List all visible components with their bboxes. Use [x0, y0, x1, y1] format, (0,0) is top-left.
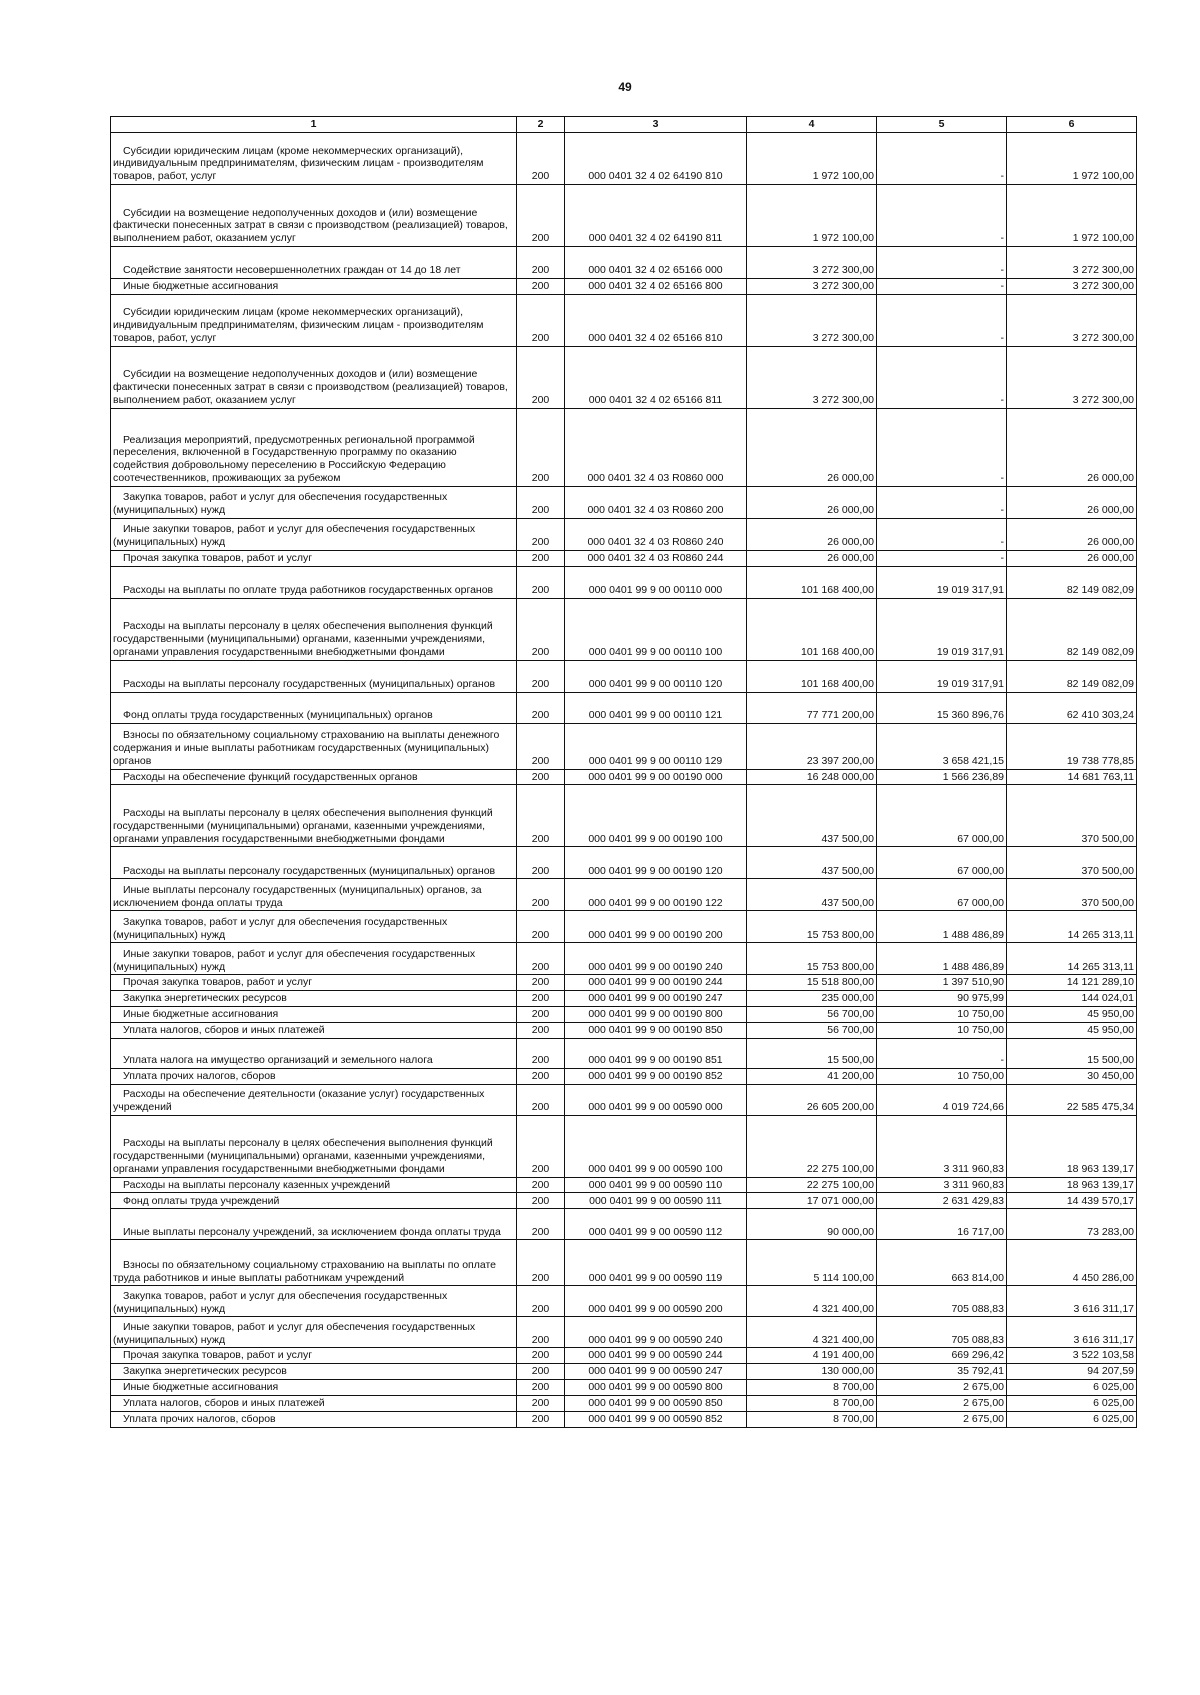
- table-row: [111, 660, 1137, 692]
- row-kbk-code: 000 0401 99 9 00 00190 100: [565, 785, 747, 847]
- row-code: 200: [517, 247, 565, 279]
- row-code: 200: [517, 346, 565, 408]
- column-header-3: 3: [565, 117, 747, 133]
- row-executed-amount: 2 675,00: [877, 1395, 1007, 1411]
- row-unexecuted-amount: 82 149 082,09: [1007, 598, 1137, 660]
- column-header-5: 5: [877, 117, 1007, 133]
- row-executed-amount: 705 088,83: [877, 1286, 1007, 1317]
- row-executed-amount: 1 397 510,90: [877, 975, 1007, 991]
- table-row: [111, 566, 1137, 598]
- row-unexecuted-amount: 45 950,00: [1007, 1006, 1137, 1022]
- row-unexecuted-amount: 3 522 103,58: [1007, 1348, 1137, 1364]
- table-row: [111, 847, 1137, 879]
- row-approved-amount: 15 518 800,00: [747, 975, 877, 991]
- row-unexecuted-amount: 3 272 300,00: [1007, 279, 1137, 295]
- row-code: 200: [517, 660, 565, 692]
- table-row: [111, 133, 1137, 185]
- row-unexecuted-amount: 62 410 303,24: [1007, 692, 1137, 723]
- row-code: 200: [517, 133, 565, 185]
- row-name: Иные закупки товаров, работ и услуг для обеспечения государственных (муниципальных) нужд: [111, 1317, 517, 1348]
- row-code: 200: [517, 1317, 565, 1348]
- row-unexecuted-amount: 15 500,00: [1007, 1038, 1137, 1068]
- row-executed-amount: 3 311 960,83: [877, 1115, 1007, 1177]
- row-unexecuted-amount: 45 950,00: [1007, 1022, 1137, 1038]
- row-kbk-code: 000 0401 99 9 00 00590 200: [565, 1286, 747, 1317]
- row-name: Расходы на выплаты персоналу в целях обеспечения выполнения функций государственными (муниципальными) органами, казенными учреждениями, органами управления государственными внебюджетными фондами: [111, 1115, 517, 1177]
- row-unexecuted-amount: 6 025,00: [1007, 1411, 1137, 1427]
- row-executed-amount: 10 750,00: [877, 1006, 1007, 1022]
- table-row: [111, 1022, 1137, 1038]
- table-row: [111, 1364, 1137, 1380]
- row-executed-amount: 2 675,00: [877, 1379, 1007, 1395]
- row-code: 200: [517, 943, 565, 975]
- row-name: Иные выплаты персоналу государственных (муниципальных) органов, за исключением фонда оплаты труда: [111, 879, 517, 911]
- row-approved-amount: 101 168 400,00: [747, 598, 877, 660]
- row-kbk-code: 000 0401 99 9 00 00190 852: [565, 1068, 747, 1084]
- row-name: Расходы на выплаты персоналу казенных учреждений: [111, 1177, 517, 1193]
- table-row: [111, 785, 1137, 847]
- row-name: Реализация мероприятий, предусмотренных региональной программой переселения, включенной в Государственную программу по оказанию содействия добровольному переселению в Российскую Федерацию соотечественников, проживающих за рубежом: [111, 408, 517, 486]
- row-unexecuted-amount: 3 272 300,00: [1007, 247, 1137, 279]
- row-kbk-code: 000 0401 99 9 00 00110 120: [565, 660, 747, 692]
- row-kbk-code: 000 0401 99 9 00 00590 000: [565, 1084, 747, 1115]
- row-kbk-code: 000 0401 99 9 00 00190 244: [565, 975, 747, 991]
- row-executed-amount: 1 566 236,89: [877, 769, 1007, 785]
- row-approved-amount: 437 500,00: [747, 785, 877, 847]
- row-approved-amount: 437 500,00: [747, 879, 877, 911]
- row-approved-amount: 3 272 300,00: [747, 247, 877, 279]
- table-row: [111, 1006, 1137, 1022]
- page-number: 49: [618, 80, 632, 94]
- column-header-4: 4: [747, 117, 877, 133]
- column-header-6: 6: [1007, 117, 1137, 133]
- row-code: 200: [517, 975, 565, 991]
- row-kbk-code: 000 0401 99 9 00 00590 112: [565, 1209, 747, 1240]
- row-unexecuted-amount: 3 272 300,00: [1007, 346, 1137, 408]
- row-code: 200: [517, 185, 565, 247]
- row-approved-amount: 3 272 300,00: [747, 294, 877, 346]
- row-kbk-code: 000 0401 99 9 00 00590 119: [565, 1240, 747, 1286]
- row-kbk-code: 000 0401 99 9 00 00190 240: [565, 943, 747, 975]
- row-approved-amount: 130 000,00: [747, 1364, 877, 1380]
- table-row: [111, 1240, 1137, 1286]
- table-row: [111, 879, 1137, 911]
- row-unexecuted-amount: 18 963 139,17: [1007, 1177, 1137, 1193]
- row-approved-amount: 235 000,00: [747, 991, 877, 1007]
- table-row: [111, 1038, 1137, 1068]
- row-unexecuted-amount: 26 000,00: [1007, 408, 1137, 486]
- row-code: 200: [517, 1286, 565, 1317]
- row-executed-amount: 19 019 317,91: [877, 660, 1007, 692]
- row-unexecuted-amount: 14 681 763,11: [1007, 769, 1137, 785]
- table-row: [111, 185, 1137, 247]
- row-code: 200: [517, 408, 565, 486]
- table-row: [111, 294, 1137, 346]
- row-kbk-code: 000 0401 99 9 00 00110 121: [565, 692, 747, 723]
- row-approved-amount: 8 700,00: [747, 1411, 877, 1427]
- row-executed-amount: 90 975,99: [877, 991, 1007, 1007]
- row-unexecuted-amount: 370 500,00: [1007, 785, 1137, 847]
- row-name: Взносы по обязательному социальному страхованию на выплаты денежного содержания и иные выплаты работникам государственных (муниципальных) органов: [111, 723, 517, 769]
- row-approved-amount: 26 000,00: [747, 408, 877, 486]
- row-code: 200: [517, 1209, 565, 1240]
- row-name: Расходы на обеспечение функций государственных органов: [111, 769, 517, 785]
- table-row: [111, 279, 1137, 295]
- row-name: Взносы по обязательному социальному страхованию на выплаты по оплате труда работников и иные выплаты работникам учреждений: [111, 1240, 517, 1286]
- table-row: [111, 769, 1137, 785]
- table-row: [111, 692, 1137, 723]
- row-unexecuted-amount: 1 972 100,00: [1007, 185, 1137, 247]
- row-unexecuted-amount: 94 207,59: [1007, 1364, 1137, 1380]
- row-name: Закупка товаров, работ и услуг для обеспечения государственных (муниципальных) нужд: [111, 911, 517, 943]
- table-row: [111, 1177, 1137, 1193]
- row-kbk-code: 000 0401 99 9 00 00190 851: [565, 1038, 747, 1068]
- row-kbk-code: 000 0401 99 9 00 00590 247: [565, 1364, 747, 1380]
- row-kbk-code: 000 0401 32 4 02 65166 811: [565, 346, 747, 408]
- row-code: 200: [517, 1193, 565, 1209]
- row-name: Иные бюджетные ассигнования: [111, 1006, 517, 1022]
- table-row: [111, 1395, 1137, 1411]
- table-row: [111, 247, 1137, 279]
- row-name: Расходы на выплаты персоналу в целях обеспечения выполнения функций государственными (муниципальными) органами, казенными учреждениями, органами управления государственными внебюджетными фондами: [111, 785, 517, 847]
- row-approved-amount: 22 275 100,00: [747, 1115, 877, 1177]
- row-code: 200: [517, 598, 565, 660]
- row-unexecuted-amount: 3 616 311,17: [1007, 1286, 1137, 1317]
- table-row: [111, 1115, 1137, 1177]
- row-unexecuted-amount: 14 121 289,10: [1007, 975, 1137, 991]
- row-code: 200: [517, 1006, 565, 1022]
- row-kbk-code: 000 0401 99 9 00 00590 110: [565, 1177, 747, 1193]
- row-executed-amount: -: [877, 346, 1007, 408]
- row-unexecuted-amount: 82 149 082,09: [1007, 660, 1137, 692]
- row-unexecuted-amount: 14 265 313,11: [1007, 943, 1137, 975]
- row-approved-amount: 5 114 100,00: [747, 1240, 877, 1286]
- row-approved-amount: 26 605 200,00: [747, 1084, 877, 1115]
- row-unexecuted-amount: 14 265 313,11: [1007, 911, 1137, 943]
- row-approved-amount: 26 000,00: [747, 486, 877, 518]
- row-executed-amount: -: [877, 294, 1007, 346]
- row-code: 200: [517, 550, 565, 566]
- row-code: 200: [517, 879, 565, 911]
- row-code: 200: [517, 1084, 565, 1115]
- table-row: [111, 550, 1137, 566]
- row-kbk-code: 000 0401 99 9 00 00590 240: [565, 1317, 747, 1348]
- row-approved-amount: 1 972 100,00: [747, 185, 877, 247]
- table-row: [111, 518, 1137, 550]
- row-approved-amount: 101 168 400,00: [747, 660, 877, 692]
- row-unexecuted-amount: 6 025,00: [1007, 1395, 1137, 1411]
- row-executed-amount: 19 019 317,91: [877, 598, 1007, 660]
- table-row: [111, 991, 1137, 1007]
- row-name: Фонд оплаты труда государственных (муниципальных) органов: [111, 692, 517, 723]
- row-executed-amount: 1 488 486,89: [877, 911, 1007, 943]
- row-kbk-code: 000 0401 32 4 03 R0860 240: [565, 518, 747, 550]
- column-number-row: [111, 117, 1137, 133]
- row-name: Субсидии юридическим лицам (кроме некоммерческих организаций), индивидуальным предпринимателям, физическим лицам - производителям товаров, работ, услуг: [111, 294, 517, 346]
- row-name: Расходы на выплаты по оплате труда работников государственных органов: [111, 566, 517, 598]
- row-executed-amount: 669 296,42: [877, 1348, 1007, 1364]
- row-code: 200: [517, 1411, 565, 1427]
- row-name: Иные бюджетные ассигнования: [111, 279, 517, 295]
- budget-table: [110, 116, 1137, 1428]
- row-name: Расходы на выплаты персоналу государственных (муниципальных) органов: [111, 847, 517, 879]
- row-code: 200: [517, 911, 565, 943]
- table-row: [111, 1068, 1137, 1084]
- row-name: Содействие занятости несовершеннолетних граждан от 14 до 18 лет: [111, 247, 517, 279]
- row-code: 200: [517, 1177, 565, 1193]
- row-approved-amount: 16 248 000,00: [747, 769, 877, 785]
- table-row: [111, 723, 1137, 769]
- row-kbk-code: 000 0401 32 4 02 64190 810: [565, 133, 747, 185]
- row-executed-amount: -: [877, 550, 1007, 566]
- row-kbk-code: 000 0401 32 4 02 65166 810: [565, 294, 747, 346]
- row-code: 200: [517, 1364, 565, 1380]
- row-name: Расходы на обеспечение деятельности (оказание услуг) государственных учреждений: [111, 1084, 517, 1115]
- row-executed-amount: -: [877, 185, 1007, 247]
- row-unexecuted-amount: 18 963 139,17: [1007, 1115, 1137, 1177]
- row-unexecuted-amount: 26 000,00: [1007, 518, 1137, 550]
- row-executed-amount: 15 360 896,76: [877, 692, 1007, 723]
- row-executed-amount: 3 658 421,15: [877, 723, 1007, 769]
- table-row: [111, 911, 1137, 943]
- row-code: 200: [517, 1379, 565, 1395]
- row-executed-amount: 1 488 486,89: [877, 943, 1007, 975]
- row-executed-amount: 16 717,00: [877, 1209, 1007, 1240]
- row-name: Иные закупки товаров, работ и услуг для обеспечения государственных (муниципальных) нужд: [111, 518, 517, 550]
- row-code: 200: [517, 692, 565, 723]
- row-approved-amount: 15 500,00: [747, 1038, 877, 1068]
- row-kbk-code: 000 0401 32 4 03 R0860 000: [565, 408, 747, 486]
- table-row: [111, 486, 1137, 518]
- row-code: 200: [517, 1038, 565, 1068]
- table-row: [111, 1317, 1137, 1348]
- row-name: Закупка товаров, работ и услуг для обеспечения государственных (муниципальных) нужд: [111, 1286, 517, 1317]
- table-row: [111, 1286, 1137, 1317]
- row-executed-amount: 2 675,00: [877, 1411, 1007, 1427]
- row-name: Иные выплаты персоналу учреждений, за исключением фонда оплаты труда: [111, 1209, 517, 1240]
- row-code: 200: [517, 486, 565, 518]
- row-code: 200: [517, 1240, 565, 1286]
- table-row: [111, 1209, 1137, 1240]
- row-code: 200: [517, 1395, 565, 1411]
- row-executed-amount: 10 750,00: [877, 1068, 1007, 1084]
- row-executed-amount: 663 814,00: [877, 1240, 1007, 1286]
- table-row: [111, 1348, 1137, 1364]
- row-name: Закупка энергетических ресурсов: [111, 1364, 517, 1380]
- row-executed-amount: -: [877, 486, 1007, 518]
- row-approved-amount: 437 500,00: [747, 847, 877, 879]
- row-code: 200: [517, 1348, 565, 1364]
- row-executed-amount: -: [877, 133, 1007, 185]
- row-name: Фонд оплаты труда учреждений: [111, 1193, 517, 1209]
- row-kbk-code: 000 0401 99 9 00 00190 120: [565, 847, 747, 879]
- row-unexecuted-amount: 3 616 311,17: [1007, 1317, 1137, 1348]
- row-approved-amount: 3 272 300,00: [747, 279, 877, 295]
- row-unexecuted-amount: 26 000,00: [1007, 486, 1137, 518]
- row-approved-amount: 26 000,00: [747, 550, 877, 566]
- row-unexecuted-amount: 144 024,01: [1007, 991, 1137, 1007]
- table-row: [111, 943, 1137, 975]
- row-unexecuted-amount: 26 000,00: [1007, 550, 1137, 566]
- row-unexecuted-amount: 19 738 778,85: [1007, 723, 1137, 769]
- row-name: Расходы на выплаты персоналу государственных (муниципальных) органов: [111, 660, 517, 692]
- row-kbk-code: 000 0401 99 9 00 00110 100: [565, 598, 747, 660]
- table-body: [111, 133, 1137, 1428]
- row-executed-amount: 67 000,00: [877, 879, 1007, 911]
- row-approved-amount: 23 397 200,00: [747, 723, 877, 769]
- row-approved-amount: 15 753 800,00: [747, 911, 877, 943]
- table-row: [111, 1379, 1137, 1395]
- row-executed-amount: 67 000,00: [877, 785, 1007, 847]
- row-unexecuted-amount: 6 025,00: [1007, 1379, 1137, 1395]
- row-executed-amount: -: [877, 279, 1007, 295]
- row-name: Уплата налогов, сборов и иных платежей: [111, 1395, 517, 1411]
- row-kbk-code: 000 0401 32 4 02 65166 000: [565, 247, 747, 279]
- row-kbk-code: 000 0401 99 9 00 00590 111: [565, 1193, 747, 1209]
- row-executed-amount: -: [877, 408, 1007, 486]
- row-name: Субсидии на возмещение недополученных доходов и (или) возмещение фактически понесенных затрат в связи с производством (реализацией) товаров, выполнением работ, оказанием услуг: [111, 346, 517, 408]
- row-name: Прочая закупка товаров, работ и услуг: [111, 550, 517, 566]
- row-code: 200: [517, 1068, 565, 1084]
- row-approved-amount: 41 200,00: [747, 1068, 877, 1084]
- row-kbk-code: 000 0401 99 9 00 00590 800: [565, 1379, 747, 1395]
- row-code: 200: [517, 279, 565, 295]
- table-row: [111, 975, 1137, 991]
- row-name: Расходы на выплаты персоналу в целях обеспечения выполнения функций государственными (муниципальными) органами, казенными учреждениями, органами управления государственными внебюджетными фондами: [111, 598, 517, 660]
- row-kbk-code: 000 0401 99 9 00 00190 850: [565, 1022, 747, 1038]
- row-kbk-code: 000 0401 99 9 00 00190 800: [565, 1006, 747, 1022]
- row-approved-amount: 1 972 100,00: [747, 133, 877, 185]
- table-row: [111, 1084, 1137, 1115]
- row-name: Иные закупки товаров, работ и услуг для обеспечения государственных (муниципальных) нужд: [111, 943, 517, 975]
- row-executed-amount: 35 792,41: [877, 1364, 1007, 1380]
- row-code: 200: [517, 1115, 565, 1177]
- row-kbk-code: 000 0401 32 4 02 65166 800: [565, 279, 747, 295]
- row-unexecuted-amount: 1 972 100,00: [1007, 133, 1137, 185]
- row-unexecuted-amount: 14 439 570,17: [1007, 1193, 1137, 1209]
- table-row: [111, 1411, 1137, 1427]
- row-approved-amount: 8 700,00: [747, 1395, 877, 1411]
- row-name: Прочая закупка товаров, работ и услуг: [111, 975, 517, 991]
- row-approved-amount: 8 700,00: [747, 1379, 877, 1395]
- row-approved-amount: 56 700,00: [747, 1006, 877, 1022]
- row-code: 200: [517, 769, 565, 785]
- row-name: Субсидии на возмещение недополученных доходов и (или) возмещение фактически понесенных затрат в связи с производством (реализацией) товаров, выполнением работ, оказанием услуг: [111, 185, 517, 247]
- row-kbk-code: 000 0401 99 9 00 00590 244: [565, 1348, 747, 1364]
- row-kbk-code: 000 0401 99 9 00 00110 129: [565, 723, 747, 769]
- row-unexecuted-amount: 4 450 286,00: [1007, 1240, 1137, 1286]
- row-kbk-code: 000 0401 99 9 00 00190 247: [565, 991, 747, 1007]
- row-code: 200: [517, 723, 565, 769]
- table-row: [111, 346, 1137, 408]
- row-executed-amount: -: [877, 1038, 1007, 1068]
- row-name: Прочая закупка товаров, работ и услуг: [111, 1348, 517, 1364]
- row-kbk-code: 000 0401 99 9 00 00590 852: [565, 1411, 747, 1427]
- row-unexecuted-amount: 3 272 300,00: [1007, 294, 1137, 346]
- row-approved-amount: 22 275 100,00: [747, 1177, 877, 1193]
- row-executed-amount: 10 750,00: [877, 1022, 1007, 1038]
- row-kbk-code: 000 0401 99 9 00 00190 000: [565, 769, 747, 785]
- row-approved-amount: 26 000,00: [747, 518, 877, 550]
- table-row: [111, 408, 1137, 486]
- row-code: 200: [517, 991, 565, 1007]
- row-code: 200: [517, 566, 565, 598]
- row-approved-amount: 4 321 400,00: [747, 1317, 877, 1348]
- row-executed-amount: 19 019 317,91: [877, 566, 1007, 598]
- row-code: 200: [517, 294, 565, 346]
- row-executed-amount: 3 311 960,83: [877, 1177, 1007, 1193]
- row-executed-amount: -: [877, 247, 1007, 279]
- row-kbk-code: 000 0401 99 9 00 00110 000: [565, 566, 747, 598]
- row-kbk-code: 000 0401 32 4 03 R0860 244: [565, 550, 747, 566]
- row-name: Закупка товаров, работ и услуг для обеспечения государственных (муниципальных) нужд: [111, 486, 517, 518]
- row-name: Уплата прочих налогов, сборов: [111, 1068, 517, 1084]
- row-unexecuted-amount: 30 450,00: [1007, 1068, 1137, 1084]
- row-executed-amount: 4 019 724,66: [877, 1084, 1007, 1115]
- table-row: [111, 598, 1137, 660]
- row-approved-amount: 4 321 400,00: [747, 1286, 877, 1317]
- row-approved-amount: 90 000,00: [747, 1209, 877, 1240]
- row-executed-amount: 2 631 429,83: [877, 1193, 1007, 1209]
- row-code: 200: [517, 785, 565, 847]
- row-unexecuted-amount: 82 149 082,09: [1007, 566, 1137, 598]
- row-name: Иные бюджетные ассигнования: [111, 1379, 517, 1395]
- row-kbk-code: 000 0401 99 9 00 00190 122: [565, 879, 747, 911]
- column-header-1: 1: [111, 117, 517, 133]
- row-approved-amount: 15 753 800,00: [747, 943, 877, 975]
- row-code: 200: [517, 518, 565, 550]
- row-name: Уплата налогов, сборов и иных платежей: [111, 1022, 517, 1038]
- row-kbk-code: 000 0401 99 9 00 00590 850: [565, 1395, 747, 1411]
- row-kbk-code: 000 0401 99 9 00 00190 200: [565, 911, 747, 943]
- row-approved-amount: 101 168 400,00: [747, 566, 877, 598]
- row-kbk-code: 000 0401 32 4 02 64190 811: [565, 185, 747, 247]
- row-approved-amount: 56 700,00: [747, 1022, 877, 1038]
- row-approved-amount: 17 071 000,00: [747, 1193, 877, 1209]
- row-approved-amount: 77 771 200,00: [747, 692, 877, 723]
- row-unexecuted-amount: 370 500,00: [1007, 847, 1137, 879]
- row-executed-amount: -: [877, 518, 1007, 550]
- column-header-2: 2: [517, 117, 565, 133]
- row-unexecuted-amount: 22 585 475,34: [1007, 1084, 1137, 1115]
- row-approved-amount: 4 191 400,00: [747, 1348, 877, 1364]
- row-kbk-code: 000 0401 99 9 00 00590 100: [565, 1115, 747, 1177]
- row-name: Субсидии юридическим лицам (кроме некоммерческих организаций), индивидуальным предпринимателям, физическим лицам - производителям товаров, работ, услуг: [111, 133, 517, 185]
- row-name: Закупка энергетических ресурсов: [111, 991, 517, 1007]
- row-unexecuted-amount: 370 500,00: [1007, 879, 1137, 911]
- row-unexecuted-amount: 73 283,00: [1007, 1209, 1137, 1240]
- row-approved-amount: 3 272 300,00: [747, 346, 877, 408]
- row-code: 200: [517, 1022, 565, 1038]
- row-executed-amount: 705 088,83: [877, 1317, 1007, 1348]
- row-code: 200: [517, 847, 565, 879]
- table-row: [111, 1193, 1137, 1209]
- row-kbk-code: 000 0401 32 4 03 R0860 200: [565, 486, 747, 518]
- row-name: Уплата прочих налогов, сборов: [111, 1411, 517, 1427]
- row-name: Уплата налога на имущество организаций и земельного налога: [111, 1038, 517, 1068]
- row-executed-amount: 67 000,00: [877, 847, 1007, 879]
